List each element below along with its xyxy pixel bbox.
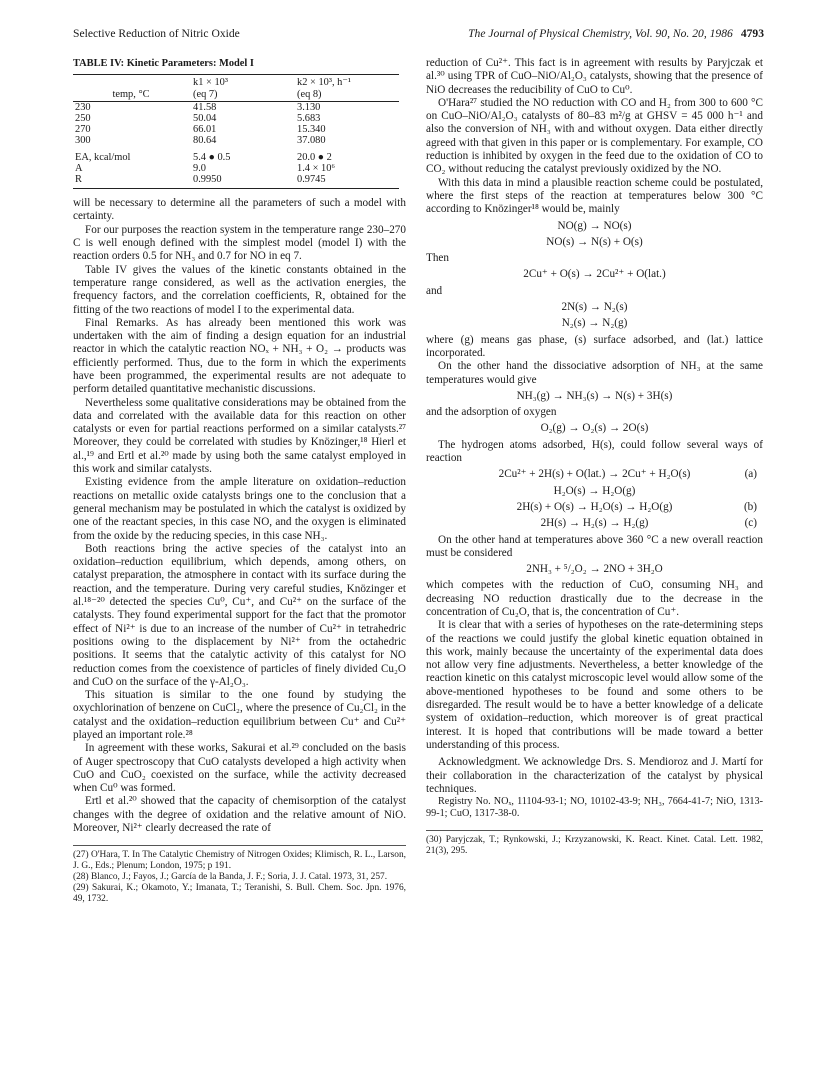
left-column	[73, 57, 406, 905]
table-header-cell: k2 × 10³, h⁻¹	[295, 75, 399, 89]
footnote: (30) Paryjczak, T.; Rynkowski, J.; Krzyzanowski, K. React. Kinet. Catal. Lett. 1982, 21(3), 295.	[426, 835, 763, 857]
table-header-cell: k1 × 10³	[191, 75, 295, 89]
running-header-left: Selective Reduction of Nitric Oxide	[73, 27, 240, 40]
table-row	[73, 163, 399, 174]
equation-text: 2H(s) + O(s) → H₂O(s) → H₂O(g)	[516, 500, 673, 513]
text-then: Then	[426, 252, 449, 265]
paragraph: On the other hand at temperatures above 360 °C a new overall reaction must be considered	[426, 533, 763, 559]
equation: O₂(g) → O₂(s) → 2O(s)	[540, 422, 649, 435]
table-row	[73, 113, 399, 124]
table-cell: 300	[75, 135, 91, 147]
journal-citation: The Journal of Physical Chemistry, Vol. 90, No. 20, 1986	[468, 27, 733, 40]
kinetic-parameters-table	[73, 74, 399, 189]
equation: 2Cu⁺ + O(s) → 2Cu²⁺ + O(lat.)	[523, 268, 666, 281]
paragraph: where (g) means gas phase, (s) surface adsorbed, and (lat.) lattice incorporated.	[426, 333, 763, 359]
table-title: TABLE IV: Kinetic Parameters: Model I	[73, 58, 254, 69]
paragraph-final-remarks: Final Remarks. As has already been mentioned this work was undertaken with the aim of finding a design equation for an industrial reactor in which the catalytic reaction NOₓ + NH₃ + O₂ → products was efficiently performed. Thus, due to the form in which the experiments have been programmed, the experimental results are not adequate to perform detailed quantitative mechanistic discussions.	[73, 316, 406, 396]
paragraph: It is clear that with a series of hypotheses on the rate-determining steps of the reactions we could justify the global kinetic equation obtained in this work, mainly because the uncertainty of the experimental data does not allow very fine adjustments. Nevertheless, a better knowledge of the reaction kinetic on this catalyst microscopic level would allow some of the above-mentioned hypotheses to be found and some others to be disregarded. The result would be to have a better knowledge of a delicate system of oxidation–reduction, which moreover is of great practical interest. It is hoped that contributions will be made toward a better understanding of this process.	[426, 619, 763, 751]
paragraph: will be necessary to determine all the parameters of such a model with certainty.	[73, 197, 406, 223]
paragraph: With this data in mind a plausible reaction scheme could be postulated, where the first steps of the reaction at temperatures below 300 °C according to Knözinger¹⁸ would be, mainly	[426, 176, 763, 216]
table-row	[73, 135, 399, 146]
table-cell: 41.58	[193, 101, 217, 113]
paragraph: O'Hara²⁷ studied the NO reduction with CO and H₂ from 300 to 600 °C on CuO–NiO/Al₂O₃ catalysts of 80–83 m²/g at GHSV = 45 000 h⁻¹ and also the conversion of NH₃ with and without oxygen. Data either directly agreed with that given in this paper or is complementary. For example, CO reduction is inhibited by oxygen in the feed due to the oxidation of CO to CO₂ without reducing the catalyst previously oxidized by the NO.	[426, 96, 763, 176]
table-header-cell: (eq 8)	[295, 89, 399, 102]
paragraph: On the other hand the dissociative adsorption of NH₃ at the same temperatures would give	[426, 360, 763, 386]
table-header-cell: temp, °C	[73, 89, 191, 102]
table-cell: 5.683	[297, 112, 321, 124]
right-column	[426, 57, 763, 857]
footnote-divider	[426, 830, 763, 831]
equation: N₂(s) → N₂(g)	[561, 317, 628, 330]
table-row	[73, 101, 399, 113]
paragraph: reduction of Cu²⁺. This fact is in agreement with results by Paryjczak et al.³⁰ using TPR of CuO–NiO/Al₂O₃ catalysts, showing that the presence of NiO decreases the reducibility of CuO to Cu⁰.	[426, 57, 763, 96]
paragraph: Existing evidence from the ample literature on oxidation–reduction reactions on metallic oxide catalysts brings one to the conclusion that a general mechanism may be postulated in which the catalyst is oxidized by one of the reactant species, in this case NO, and the oxygen is eliminated from the oxide by the reducing species, in this case NH₃.	[73, 476, 406, 542]
table-header-cell	[73, 75, 191, 89]
equation: NH₃(g) → NH₃(s) → N(s) + 3H(s)	[516, 389, 673, 402]
equation-tag: (b)	[743, 500, 757, 513]
paragraph: This situation is similar to the one found by studying the oxychlorination of benzene on CuCl₂, where the presence of Cu₂Cl₂ in the catalyst and the oxidation–reduction equilibrium between Cu⁺ and Cu²⁺ played an important role.²⁸	[73, 689, 406, 741]
equation-tag: (a)	[744, 468, 757, 481]
equation: 2N(s) → N₂(s)	[561, 301, 628, 314]
paragraph: For our purposes the reaction system in the temperature range 230–270 C is well enough defined with the simplest model (model I) with the reaction orders 0.5 for NH₃ and 0.7 for NO in eq 7.	[73, 223, 406, 263]
table-cell: 3.130	[297, 101, 321, 113]
table-cell: 15.340	[297, 124, 326, 136]
table-cell: 250	[75, 112, 91, 124]
table-cell: 0.9745	[295, 174, 399, 189]
footnote: (28) Blanco, J.; Fayos, J.; García de la Banda, J. F.; Soria, J. J. Catal. 1973, 31, 257.	[73, 872, 388, 883]
table-cell: 80.64	[193, 135, 217, 147]
paragraph: and the adsorption of oxygen	[426, 406, 557, 419]
equation: H₂O(s) → H₂O(g)	[553, 484, 636, 497]
equation: 2NH₃ + ⁵/₂O₂ → 2NO + 3H₂O	[526, 563, 663, 576]
equation-b	[426, 501, 763, 514]
equation-c	[426, 517, 763, 530]
text-and: and	[426, 284, 443, 297]
acknowledgment: Acknowledgment. We acknowledge Drs. S. Mendioroz and J. Martí for their collaboration in the characterization of the catalyst by physical techniques.	[426, 756, 763, 795]
table-cell: 37.080	[297, 135, 326, 147]
table-cell: 1.4 × 10⁶	[297, 162, 336, 174]
table-cell: EA, kcal/mol	[75, 151, 131, 163]
equation: NO(g) → NO(s)	[557, 219, 632, 232]
table-cell: 50.04	[193, 112, 217, 124]
equation-a	[426, 468, 763, 481]
paragraph: Table IV gives the values of the kinetic constants obtained in the temperature range considered, as well as the activation energies, the frequency factors, and the correlation coefficients, R, obtained for the fitting of the two reactions of model I to the experimental data.	[73, 263, 406, 316]
footnote: (29) Sakurai, K.; Okamoto, Y.; Imanata, T.; Teranishi, S. Bull. Chem. Soc. Jpn. 1976, 49, 1732.	[73, 883, 406, 905]
registry-numbers: Registry No. NOₓ, 11104-93-1; NO, 10102-43-9; NH₃, 7664-41-7; NiO, 1313-99-1; CuO, 1317-38-0.	[426, 796, 763, 820]
footnote-divider	[73, 845, 406, 846]
equation-text: 2Cu²⁺ + 2H(s) + O(lat.) → 2Cu⁺ + H₂O(s)	[498, 468, 691, 481]
table-row	[73, 147, 399, 163]
paragraph: The hydrogen atoms adsorbed, H(s), could follow several ways of reaction	[426, 438, 763, 465]
table-row	[73, 174, 399, 189]
footnote: (27) O'Hara, T. In The Catalytic Chemistry of Nitrogen Oxides; Klimisch, R. L., Larson, J. G., Eds.; Plenum; London, 1975; p 191.	[73, 850, 406, 872]
paragraph: Ertl et al.²⁰ showed that the capacity of chemisorption of the catalyst changes with the degree of oxidation and the relative amount of NiO. Moreover, Ni²⁺ clearly decreased the rate of	[73, 795, 406, 835]
table-cell: 0.9950	[191, 174, 295, 189]
table-cell: 20.0 ● 2	[297, 151, 332, 163]
table-cell: A	[75, 162, 83, 174]
table-row	[73, 124, 399, 135]
paragraph: which competes with the reduction of CuO, consuming NH₃ and decreasing NO reduction drastically due to the decrease in the concentration of Cu₂O, that is, the concentration of Cu⁺.	[426, 579, 763, 618]
table-cell: 230	[75, 101, 91, 113]
table-cell: 9.0	[193, 162, 206, 174]
equation-tag: (c)	[744, 517, 757, 530]
table-cell: R	[73, 174, 191, 189]
table-cell: 5.4 ● 0.5	[193, 151, 231, 163]
paragraph: Nevertheless some qualitative considerations may be obtained from the data and correlated with the available data for this reaction on other catalysts or even for partial reactions performed on a similar catalysts.²⁷ Moreover, they could be correlated with studies by Knözinger,¹⁸ Hierl et al.,¹⁹ and Ertl et al.²⁰ made by using both the same catalyst employed in this work and similar catalysts.	[73, 396, 406, 476]
running-header-right	[468, 27, 764, 40]
table-cell: 66.01	[193, 124, 217, 136]
equation: NO(s) → N(s) + O(s)	[546, 235, 643, 248]
table-cell: 270	[75, 124, 91, 136]
page-number: 4793	[740, 27, 764, 40]
equation-text: 2H(s) → H₂(s) → H₂(g)	[540, 517, 649, 530]
paragraph: Both reactions bring the active species of the catalyst into an oxidation–reduction equilibrium, which depends, among others, on catalyst preparation, the atmosphere in contact with its surface during the reaction, and the temperature. During very careful studies, Knözinger et al.¹⁸⁻²⁰ detected the species Cu⁰, Cu⁺, and Cu²⁺ on the surface of the catalysts. They found experimental support for the fact that the promotor effect of Ni²⁺ is due to an increase of the number of Cu²⁺ in tetrahedric positions owing to the displacement by Ni²⁺ from the octahedric positions. It seems that the catalytic activity of this catalyst for NO reduction comes from the coexistence of particles of finely divided Cu₂O and CuO on the surface of the γ-Al₂O₃.	[73, 542, 406, 688]
table-header-cell: (eq 7)	[191, 89, 295, 102]
paragraph: In agreement with these works, Sakurai et al.²⁹ concluded on the basis of Auger spectroscopy that CuO catalysts developed a high activity when CuO and CuO₂ coexisted on the surface, while the activity decreased when Cu⁰ was formed.	[73, 742, 406, 795]
